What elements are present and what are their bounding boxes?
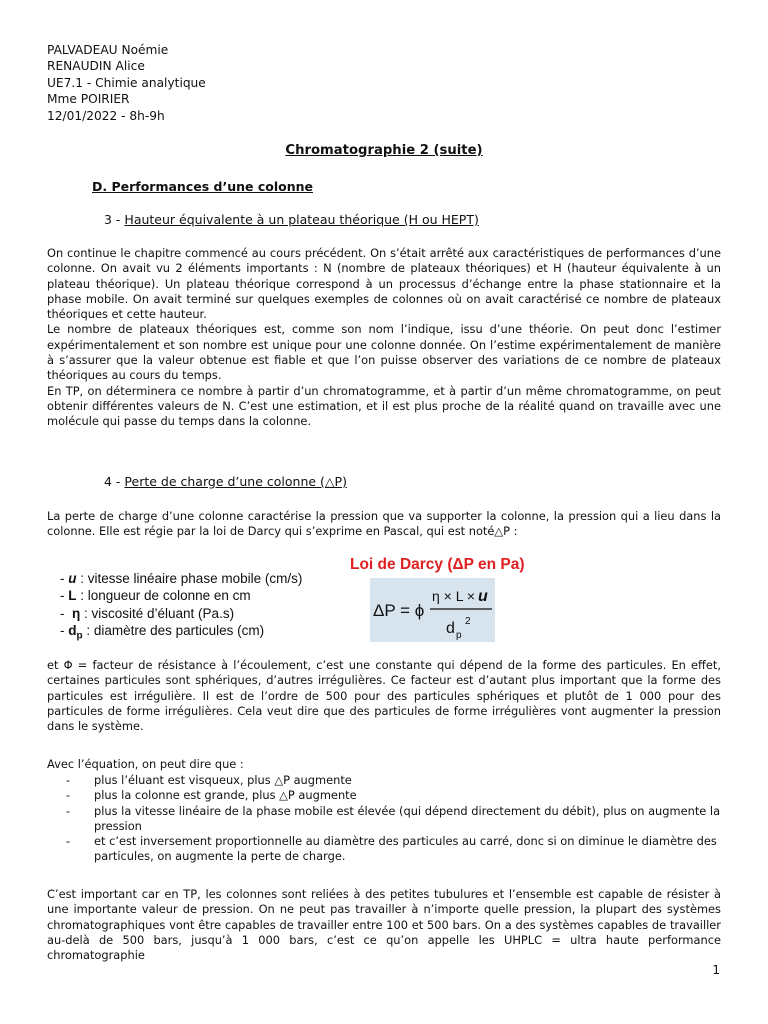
subsection-title: Perte de charge d’une colonne (△P) [124,474,347,489]
legend-item: - L : longueur de colonne en cm [60,588,251,604]
paragraph-text: La perte de charge d’une colonne caractérise la pression que va supporter la colonne, la pression qui a lieu dans la colonne. Elle est régie par la loi de Darcy qui s’exprime en Pascal, qui est noté△P : [47,509,721,539]
bullet-list [62,773,722,865]
list-intro [47,757,721,772]
darcy-equation [370,578,495,642]
header-line: UE7.1 - Chimie analytique [47,75,206,90]
paragraph-1 [47,246,721,430]
paragraph-text: Avec l’équation, on peut dire que : [47,757,244,771]
paragraph-text: En TP, on déterminera ce nombre à partir d’un chromatogramme, et à partir d’un même chromatogramme, on peut obtenir différentes valeurs de N. C’est une estimation, et il est plus proche de la réalité quand on travaille avec une molécule qui passe du temps dans la colonne. [47,383,721,429]
legend-item: - u : vitesse linéaire phase mobile (cm/s) [60,571,303,586]
header-line: RENAUDIN Alice [47,59,145,74]
header-line: PALVADEAU Noémie [47,43,169,57]
svg-text:u: u [478,588,488,605]
document-title: Chromatographie 2 (suite) [285,143,483,158]
legend-item: - η : viscosité d’éluant (Pa.s) [60,605,235,621]
subsection-title: Hauteur équivalente à un plateau théorique (H ou HEPT) [124,212,479,227]
equation-panel [370,578,495,642]
section-heading-d: D. Performances d’une colonne [92,179,313,194]
subsection-number: 4 - [104,474,125,489]
paragraph-4 [47,887,721,963]
subsection-heading-3 [104,212,479,227]
list-item: - et c’est inversement proportionnelle au diamètre des particules au carré, donc si on diminue le diamètre des particules, on augmente la perte de charge. [66,834,717,864]
page-number: 1 [712,963,720,977]
subsection-number: 3 - [104,212,125,227]
paragraph-text: Le nombre de plateaux théoriques est, comme son nom l’indique, issu d’une théorie. On peut donc l’estimer expérimentalement et son nombre est unique pour une colonne donnée. On l’estime expérimentalement de manière à s’assurer que la valeur obtenue est fiable et que l’on puisse observer des variations de ce nombre de plateaux théoriques au cours du temps. [47,322,721,383]
paragraph-2 [47,509,721,540]
svg-text:p: p [456,630,462,641]
svg-text:2: 2 [465,616,471,627]
list-item: - plus la vitesse linéaire de la phase mobile est élevée (qui dépend directement du débit), plus on augmente la pression [66,803,721,833]
formula-legend [60,570,302,645]
svg-text:ΔP = ϕ: ΔP = ϕ [373,601,425,620]
paragraph-text: C’est important car en TP, les colonnes sont reliées à des petites tubulures et l’ensemble est capable de résister à une importante valeur de pression. On ne peut pas travailler à n’importe quelle pression, la plupart des systèmes chromatographiques vont être capables de travailler entre 100 et 500 bars. On a des systèmes capables de travailler au-delà de 500 bars, jusqu’à 1 000 bars, c’est ce qu’on appelle les UHPLC = ultra haute performance chromatographie [47,887,721,963]
author-header [47,42,206,124]
darcy-formula-figure [60,556,540,646]
svg-text:d: d [446,620,455,637]
header-line: Mme POIRIER [47,92,130,107]
svg-text:η × L ×: η × L × [432,588,476,604]
list-item: - plus l’éluant est visqueux, plus △P augmente [66,773,352,787]
subsection-heading-4 [104,474,347,489]
formula-title: Loi de Darcy (ΔP en Pa) [350,556,525,573]
paragraph-text: On continue le chapitre commencé au cours précédent. On s’était arrêté aux caractéristiques de performances d’une colonne. On avait vu 2 éléments importants : N (nombre de plateaux théoriques) et H (hauteur équivalente à un plateau théorique). Un plateau théorique correspond à un processus d’échange entre la phase stationnaire et la phase mobile. On avait terminé sur quelques exemples de colonnes où on avait caractérisé ce nombre de plateaux théoriques et cette hauteur. [47,246,721,322]
header-line: 12/01/2022 - 8h-9h [47,108,165,123]
legend-item: - $d_p$ : diamètre des particules (cm) [60,623,265,642]
paragraph-text: et Φ = facteur de résistance à l’écoulement, c’est une constante qui dépend de la forme des particules. En effet, certaines particules sont sphériques, d’autres irrégulières. Ce facteur est d’autant plus important que la forme des particules est irrégulière. Il est de l’ordre de 500 pour des particules sphériques et plutôt de 1 000 pour des particules de forme irrégulières. Cela veut dire que des particules de forme irrégulières vont augmenter la pression dans le système. [47,658,721,734]
paragraph-3 [47,658,721,734]
list-item: - plus la colonne est grande, plus △P augmente [66,788,357,803]
